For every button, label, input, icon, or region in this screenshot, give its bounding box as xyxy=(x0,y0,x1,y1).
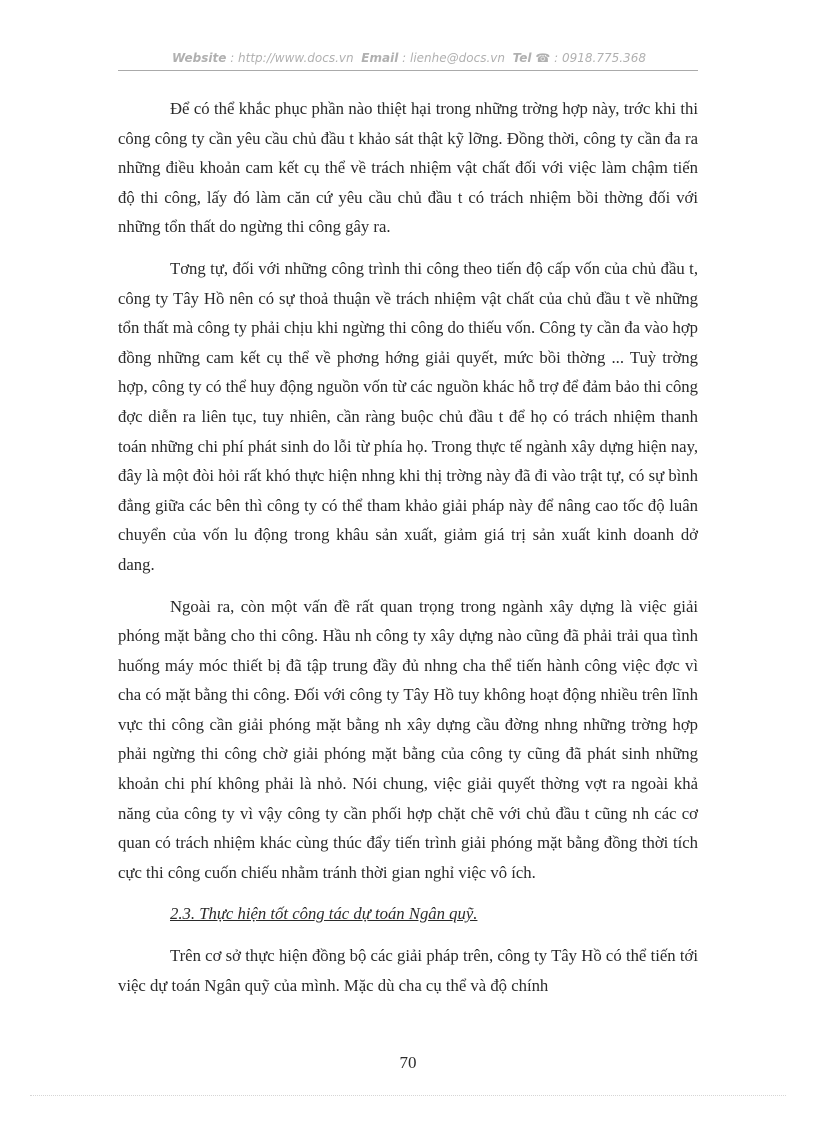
document-body xyxy=(118,94,698,1010)
paragraph-1: Để có thể khắc phục phần nào thiệt hại trong những trờng hợp này, trớc khi thi công công ty cần yêu cầu chủ đầu t khảo sát thật kỹ lỡng. Đồng thời, công ty cần đa ra những điều khoản cam kết cụ thể về trách nhiệm vật chất đối với việc làm chậm tiến độ thi công, lấy đó làm căn cứ yêu cầu chủ đầu t có trách nhiệm bồi thờng đối với những tổn thất do ngừng thi công gây ra. xyxy=(118,99,698,237)
website-label: Website xyxy=(172,51,227,65)
paragraph-2: Tơng tự, đối với những công trình thi công theo tiến độ cấp vốn của chủ đầu t, công ty Tây Hồ nên có sự thoả thuận về trách nhiệm vật chất của chủ đầu t về những tổn thất mà công ty phải chịu khi ngừng thi công do thiếu vốn. Công ty cần đa vào hợp đồng những cam kết cụ thể về phơng hớng giải quyết, mức bồi thờng ... Tuỳ trờng hợp, công ty có thể huy động nguồn vốn từ các nguồn khác hỗ trợ để đảm bảo thi công đợc diễn ra liên tục, tuy nhiên, cần ràng buộc chủ đầu t để họ có trách nhiệm thanh toán những chi phí phát sinh do lỗi từ phía họ. Trong thực tế ngành xây dựng hiện nay, đây là một đòi hỏi rất khó thực hiện nhng khi thị trờng này đã đi vào trật tự, có sự bình đẳng giữa các bên thì công ty có thể tham khảo giải pháp này để nâng cao tốc độ luân chuyển của vốn lu động trong khâu sản xuất, giảm giá trị sản xuất kinh doanh dở dang. xyxy=(118,258,698,574)
tel-label: Tel xyxy=(512,51,532,65)
paragraph-4: Trên cơ sở thực hiện đồng bộ các giải pháp trên, công ty Tây Hồ có thể tiến tới việc dự toán Ngân quỹ của mình. Mặc dù cha cụ thể và độ chính xyxy=(118,946,698,995)
page-number: 70 xyxy=(399,1053,417,1072)
email-value: : lienhe@docs.vn xyxy=(402,51,505,65)
bottom-rule xyxy=(30,1095,786,1096)
tel-value: : 0918.775.368 xyxy=(554,51,646,65)
phone-icon: ☎ xyxy=(535,51,551,65)
header-rule xyxy=(118,70,698,71)
email-label: Email xyxy=(361,51,399,65)
section-heading: 2.3. Thực hiện tốt công tác dự toán Ngân quỹ. xyxy=(170,904,478,924)
page-header xyxy=(120,51,698,65)
website-value: : http://www.docs.vn xyxy=(230,51,354,65)
paragraph-3: Ngoài ra, còn một vấn đề rất quan trọng trong ngành xây dựng là việc giải phóng mặt bằng cho thi công. Hầu nh công ty xây dựng nào cũng đã phải trải qua tình huống máy móc thiết bị đã tập trung đầy đủ nhng cha thể tiến hành công việc đợc vì cha có mặt bằng thi công. Đối với công ty Tây Hồ tuy không hoạt động nhiều trên lĩnh vực thi công cần giải phóng mặt bằng nh xây dựng cầu đờng nhng những trờng hợp phải ngừng thi công chờ giải phóng mặt bằng của công ty cũng đã phát sinh những khoản chi phí không phải là nhỏ. Nói chung, việc giải quyết thờng vợt ra ngoài khả năng của công ty vì vậy công ty cần phối hợp chặt chẽ với chủ đầu t cũng nh các cơ quan có trách nhiệm khác cùng thúc đẩy tiến trình giải phóng mặt bằng đồng thời tích cực thi công cuốn chiếu nhằm tránh thời gian nghỉ việc vô ích. xyxy=(118,596,698,882)
